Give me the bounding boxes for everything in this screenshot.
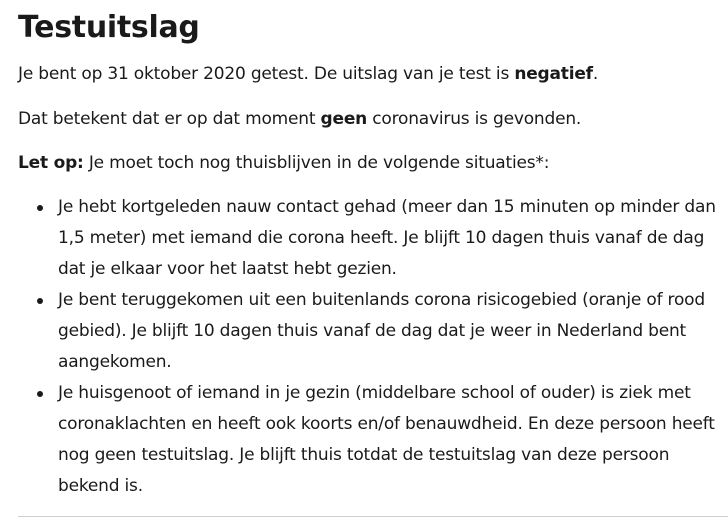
- meaning-text-end: coronavirus is gevonden.: [367, 109, 582, 129]
- test-result-text: Je bent op 31 oktober 2020 getest. De uitslag van je test is: [18, 64, 515, 84]
- test-result-punctuation: .: [592, 64, 599, 84]
- note-text: Je moet toch nog thuisblijven in de volgende situaties*:: [83, 153, 550, 173]
- list-item: Je bent teruggekomen uit een buitenlands corona risicogebied (oranje of rood gebied). Je blijft 10 dagen thuis vanaf de dag dat je weer in Nederland bent aangekomen.: [58, 285, 723, 378]
- test-result-value: negatief: [514, 64, 593, 84]
- meaning-emphasis: geen: [320, 109, 368, 129]
- meaning-text: Dat betekent dat er op dat moment: [18, 109, 321, 129]
- page-title: Testuitslag: [18, 10, 200, 45]
- divider: [18, 516, 728, 517]
- test-result-paragraph: [18, 59, 718, 90]
- note-paragraph: [18, 148, 718, 179]
- list-item: Je huisgenoot of iemand in je gezin (middelbare school of ouder) is ziek met coronaklachten en heeft ook koorts en/of benauwdheid. En deze persoon heeft nog geen testuitslag. Je blijft thuis totdat de testuitslag van deze persoon bekend is.: [58, 378, 723, 502]
- test-result-section: [18, 8, 718, 502]
- meaning-paragraph: [18, 104, 718, 135]
- note-label: Let op:: [18, 153, 84, 173]
- situations-list: [18, 192, 718, 502]
- list-item: Je hebt kortgeleden nauw contact gehad (meer dan 15 minuten op minder dan 1,5 meter) met iemand die corona heeft. Je blijft 10 dagen thuis vanaf de dag dat je elkaar voor het laatst hebt gezien.: [58, 192, 723, 285]
